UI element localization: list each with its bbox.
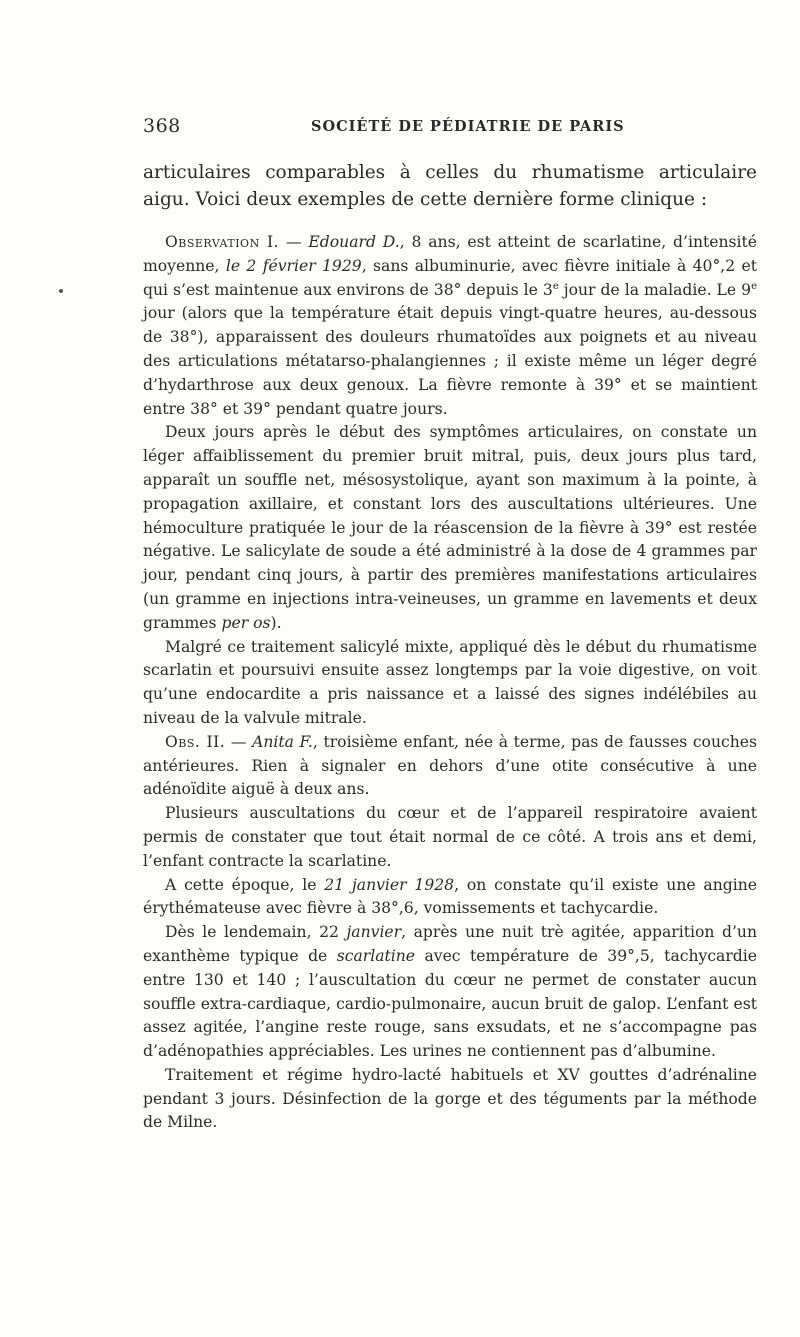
observation-2-para-3-a: A cette époque, le: [165, 875, 325, 894]
observation-1-text-d: jour (alors que la température était depuis vingt-quatre heures, au-dessous de 38°), apparaissent des douleurs rhumatoïdes aux poignets et au niveau des articulations métatarso-phalangiennes ; il existe même un léger degré d’hydarthrose aux deux genoux. La fièvre remonte à 39° et se maintient entre 38° et 39° pendant quatre jours.: [143, 304, 757, 418]
observation-1-sup-1: e: [552, 280, 559, 292]
observation-2-paragraph-5: Traitement et régime hydro-lacté habituels et XV gouttes d’adrénaline pendant 3 jours. Désinfection de la gorge et des téguments par la méthode de Milne.: [143, 1065, 757, 1132]
observation-1-date: le 2 février 1929: [225, 256, 362, 275]
observation-1-label: Observation I.: [165, 233, 280, 251]
observation-2-para-4-a: Dès le lendemain, 22: [165, 923, 347, 942]
observation-2-paragraph: [143, 731, 757, 802]
observation-2-dash: —: [225, 732, 253, 751]
observation-1-per-os: per os: [221, 613, 271, 632]
observation-2-paragraph-4: [143, 921, 757, 1064]
observation-1-dash: —: [279, 233, 309, 251]
observation-1-para-2-text: Deux jours après le début des symptômes articulaires, on constate un léger affaiblissement du premier bruit mitral, puis, deux jours plus tard, apparaît un souffle net, mésosystolique, ayant son maximum à la pointe, à propagation axillaire, et constant lors des auscultations ultérieures. Une hémoculture pratiquée le jour de la réascension de la fièvre à 39° est restée négative. Le salicylate de soude a été administré à la dose de 4 grammes par jour, pendant cinq jours, à partir des premières manifestations articulaires (un gramme en injections intra-veineuses, un gramme en lavements et deux grammes: [143, 423, 757, 632]
observation-1-sup-2: e: [751, 280, 757, 292]
observation-2-label: Obs. II.: [165, 732, 226, 751]
observation-2-para-4-c: avec température de 39°,5, tachycardie entre 130 et 140 ; l’auscultation du cœur ne permet de constater aucun souffle extra-cardiaque, cardio-pulmonaire, aucun bruit de galop. L’enfant est assez agitée, l’angine reste rouge, sans exsudats, et ne s’accompagne pas d’adénopathies appréciables. Les urines ne contiennent pas d’albumine.: [143, 946, 758, 1061]
page-header: [143, 115, 755, 141]
observation-2-para-3-b: , on constate qu’il existe une angine érythémateuse avec fièvre à 38°,6, vomissements et tachycardie.: [143, 875, 757, 918]
margin-mark: [59, 289, 63, 293]
body-text: [143, 231, 757, 1135]
observation-2-paragraph-2: Plusieurs auscultations du cœur et de l’appareil respiratoire avaient permis de constater que tout était normal de ce côté. A trois ans et demi, l’enfant contracte la scarlatine.: [143, 804, 757, 870]
observation-2-paragraph-3: [143, 874, 757, 922]
intro-paragraph: articulaires comparables à celles du rhumatisme articulaire aigu. Voici deux exemples de cette dernière forme clinique :: [143, 162, 757, 210]
observation-1-paragraph-2: [143, 421, 757, 635]
observation-2-para-4-month: janvier: [346, 923, 402, 942]
observation-1-patient: Edouard D.: [308, 233, 400, 251]
observation-1-paragraph-3: Malgré ce traitement salicylé mixte, appliqué dès le début du rhumatisme scarlatin et poursuivi ensuite assez longtemps par la voie digestive, on voit qu’une endocardite a pris naissance et a laissé des signes indélébiles au niveau de la valvule mitrale.: [143, 637, 757, 727]
observation-2-para-3-date: 21 janvier 1928: [324, 875, 455, 894]
observation-1-text-a: , 8 ans, est atteint de scarlatine, d’intensité moyenne,: [143, 233, 758, 275]
observation-1-text-b: , sans albuminurie, avec fièvre initiale à 40°,2 et qui s’est maintenue aux environs de 38° depuis le 3: [143, 256, 757, 299]
observation-2-text-a: , troisième enfant, née à terme, pas de fausses couches antérieures. Rien à signaler en dehors d’une otite consécutive à une adénoïdite aiguë à deux ans.: [143, 732, 757, 799]
observation-1-text-c: jour de la maladie. Le 9: [558, 280, 752, 299]
running-head: SOCIÉTÉ DE PÉDIATRIE DE PARIS: [311, 118, 625, 135]
observation-2-patient: Anita F.: [252, 732, 313, 751]
observation-2-para-4-b: , après une nuit trè agitée, apparition d’un exanthème typique de: [143, 923, 757, 965]
observation-1-paragraph: [143, 231, 757, 421]
page-number: 368: [143, 115, 181, 137]
observation-2-para-4-scarlatine: scarlatine: [336, 946, 416, 965]
observation-1-para-2-end: ).: [270, 613, 282, 632]
